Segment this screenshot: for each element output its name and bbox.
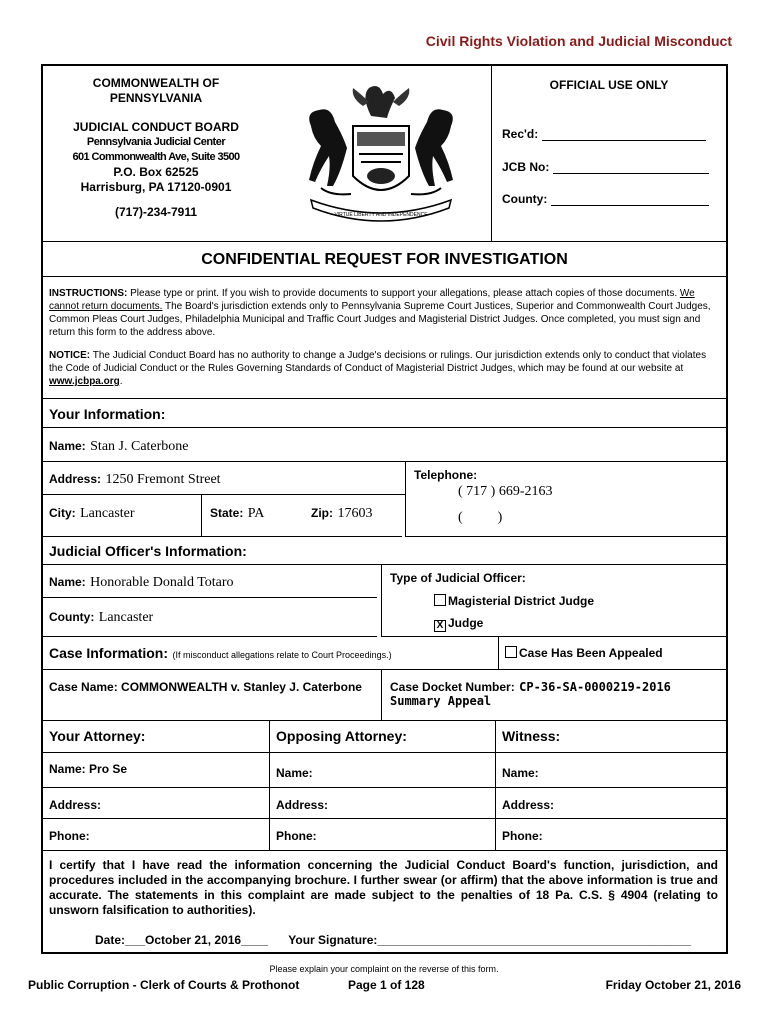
signature-label: Your Signature: xyxy=(288,933,378,947)
docket-subtitle[interactable]: Summary Appeal xyxy=(390,694,492,708)
judge-county-value[interactable]: Lancaster xyxy=(98,610,154,625)
request-form xyxy=(41,64,728,954)
official-use-title: OFFICIAL USE ONLY xyxy=(549,78,669,92)
attorney-name-label: Name: xyxy=(49,762,86,776)
witness-address-label[interactable]: Address: xyxy=(502,798,555,812)
judge-type-block xyxy=(381,565,726,637)
notice-label: NOTICE: xyxy=(49,350,91,361)
website-link[interactable]: www.jcbpa.org xyxy=(49,376,120,387)
judge-county-label: County: xyxy=(49,610,95,624)
board-center: Pennsylvania Judicial Center xyxy=(86,136,226,148)
state-label: State: xyxy=(210,506,244,520)
board-line-1: COMMONWEALTH OF xyxy=(92,76,220,90)
county-label: County: xyxy=(502,192,548,206)
docket-value[interactable]: CP-36-SA-0000219-2016 xyxy=(519,680,671,694)
your-name-value[interactable]: Stan J. Caterbone xyxy=(90,439,189,454)
magisterial-label: Magisterial District Judge xyxy=(448,594,595,608)
date-label: Date: xyxy=(95,933,126,947)
appealed-option[interactable] xyxy=(505,646,663,660)
city-value[interactable]: Lancaster xyxy=(80,506,135,521)
opposing-address-label[interactable]: Address: xyxy=(276,798,329,812)
witness-phone-label[interactable]: Phone: xyxy=(502,829,543,843)
option-judge[interactable] xyxy=(434,616,483,632)
your-name-label: Name: xyxy=(49,439,86,453)
board-phone: (717)-234-7911 xyxy=(114,205,198,219)
attorney-name-value[interactable]: Pro Se xyxy=(89,762,128,776)
reverse-note: Please explain your complaint on the reverse of this form. xyxy=(269,964,499,974)
footer-date: Friday October 21, 2016 xyxy=(605,978,741,992)
zip-value[interactable]: 17603 xyxy=(337,506,373,521)
docket-label: Case Docket Number: xyxy=(390,680,515,694)
instructions-text-2: The Board's jurisdiction extends only to Pennsylvania Supreme Court Justices, Superior and Commonwealth Court Judges, Common Pleas Court Judges, Philadelphia Municipal and Traffic Court Judges and Magisterial District Judges. Once completed, you must sign and return this form to the address above. xyxy=(49,301,711,338)
case-name-label: Case Name: xyxy=(49,680,118,694)
judicial-header-row xyxy=(43,537,726,565)
board-line-2: PENNSYLVANIA xyxy=(109,91,203,105)
appealed-label: Case Has Been Appealed xyxy=(519,646,663,660)
board-address-block xyxy=(43,66,269,241)
judge-name-label: Name: xyxy=(49,575,86,589)
judicial-title: Judicial Officer's Information: xyxy=(49,543,247,559)
certification-text: I certify that I have read the information concerning the Judicial Conduct Board's function, jurisdiction, and procedures included in the accompanying brochure. I further swear (or affirm) that the above information is true and accurate. The statements in this complaint are made subject to the penalties of 18 Pa. C.S. § 4904 (relating to unsworn falsification to authorities). xyxy=(49,858,718,917)
footer-left: Public Corruption - Clerk of Courts & Prothonot xyxy=(28,978,300,992)
county-field[interactable] xyxy=(551,193,709,206)
form-header-row xyxy=(43,66,726,242)
your-info-title: Your Information: xyxy=(49,406,166,422)
date-value[interactable]: ___October 21, 2016____ xyxy=(125,933,268,947)
telephone-label: Telephone: xyxy=(414,468,478,482)
address-value[interactable]: 1250 Fremont Street xyxy=(105,472,221,487)
address-label: Address: xyxy=(49,472,102,486)
attorney-phone-label[interactable]: Phone: xyxy=(49,829,90,843)
official-use-block xyxy=(491,66,726,241)
certification-block xyxy=(43,851,726,952)
parties-phone-row xyxy=(43,819,726,851)
jcb-label: JCB No: xyxy=(502,160,550,174)
case-details-row xyxy=(43,670,726,721)
your-attorney-title: Your Attorney: xyxy=(49,728,146,744)
city-label: City: xyxy=(49,506,76,520)
your-info-header-row xyxy=(43,399,726,428)
appealed-checkbox[interactable] xyxy=(505,646,517,658)
instructions-row xyxy=(43,277,726,399)
telephone-2[interactable]: ( ) xyxy=(458,510,503,525)
opposing-name-label[interactable]: Name: xyxy=(276,766,313,780)
option-magisterial[interactable] xyxy=(434,594,594,608)
board-name: JUDICIAL CONDUCT BOARD xyxy=(73,120,239,134)
instructions-block xyxy=(49,287,720,339)
board-city: Harrisburg, PA 17120-0901 xyxy=(80,180,232,194)
document-header-title: Civil Rights Violation and Judicial Misconduct xyxy=(425,33,732,49)
instructions-underlined: We cannot return documents. xyxy=(49,288,695,312)
judge-county-row xyxy=(43,598,377,637)
board-pobox: P.O. Box 62525 xyxy=(113,165,199,179)
footer-page: Page 1 of 128 xyxy=(348,978,425,992)
instructions-label: INSTRUCTIONS: xyxy=(49,288,128,299)
witness-name-label[interactable]: Name: xyxy=(502,766,539,780)
judge-name-row xyxy=(43,565,377,598)
recd-field[interactable] xyxy=(542,128,706,141)
judge-checkbox[interactable]: X xyxy=(434,620,446,632)
seal-motto: VIRTUE LIBERTY AND INDEPENDENCE xyxy=(334,212,428,218)
your-name-row xyxy=(43,428,726,462)
opposing-attorney-title: Opposing Attorney: xyxy=(276,728,407,744)
attorney-address-label[interactable]: Address: xyxy=(49,798,102,812)
case-header-row xyxy=(43,637,726,670)
recd-label: Rec'd: xyxy=(502,127,539,141)
telephone-1[interactable]: ( 717 ) 669-2163 xyxy=(458,484,553,499)
form-title: CONFIDENTIAL REQUEST FOR INVESTIGATION xyxy=(201,251,568,268)
notice-period: . xyxy=(119,376,123,387)
magisterial-checkbox[interactable] xyxy=(434,594,446,606)
zip-label: Zip: xyxy=(311,506,333,520)
form-title-row xyxy=(43,242,726,277)
judge-name-value[interactable]: Honorable Donald Totaro xyxy=(90,575,234,590)
case-title: Case Information: xyxy=(49,645,169,661)
city-state-zip-row xyxy=(43,495,402,537)
telephone-block xyxy=(405,462,726,537)
parties-address-row xyxy=(43,788,726,819)
case-note: (If misconduct allegations relate to Court Proceedings.) xyxy=(172,650,392,660)
judge-label: Judge xyxy=(448,616,484,630)
seal-block xyxy=(269,66,491,241)
notice-block xyxy=(49,349,720,388)
jcb-field[interactable] xyxy=(553,161,709,174)
coat-of-arms-icon xyxy=(291,76,471,236)
signature-field[interactable]: _______________________________________________ xyxy=(377,933,692,947)
judge-type-label: Type of Judicial Officer: xyxy=(390,571,526,585)
witness-title: Witness: xyxy=(502,728,561,744)
parties-name-row xyxy=(43,753,726,788)
opposing-phone-label[interactable]: Phone: xyxy=(276,829,317,843)
notice-text: The Judicial Conduct Board has no authority to change a Judge's decisions or rulings. Our jurisdiction extends only to conduct that violates the Code of Judicial Conduct or the Rules Governing Standards of Conduct of Magisterial District Judges, which may be found at our website at xyxy=(49,350,707,374)
instructions-text-1: Please type or print. If you wish to provide documents to support your allegations, please attach copies of those documents. xyxy=(130,288,678,299)
state-value[interactable]: PA xyxy=(247,506,265,521)
parties-header-row xyxy=(43,721,726,753)
board-street: 601 Commonwealth Ave, Suite 3500 xyxy=(72,151,240,163)
case-name-value[interactable]: COMMONWEALTH v. Stanley J. Caterbone xyxy=(121,680,362,694)
